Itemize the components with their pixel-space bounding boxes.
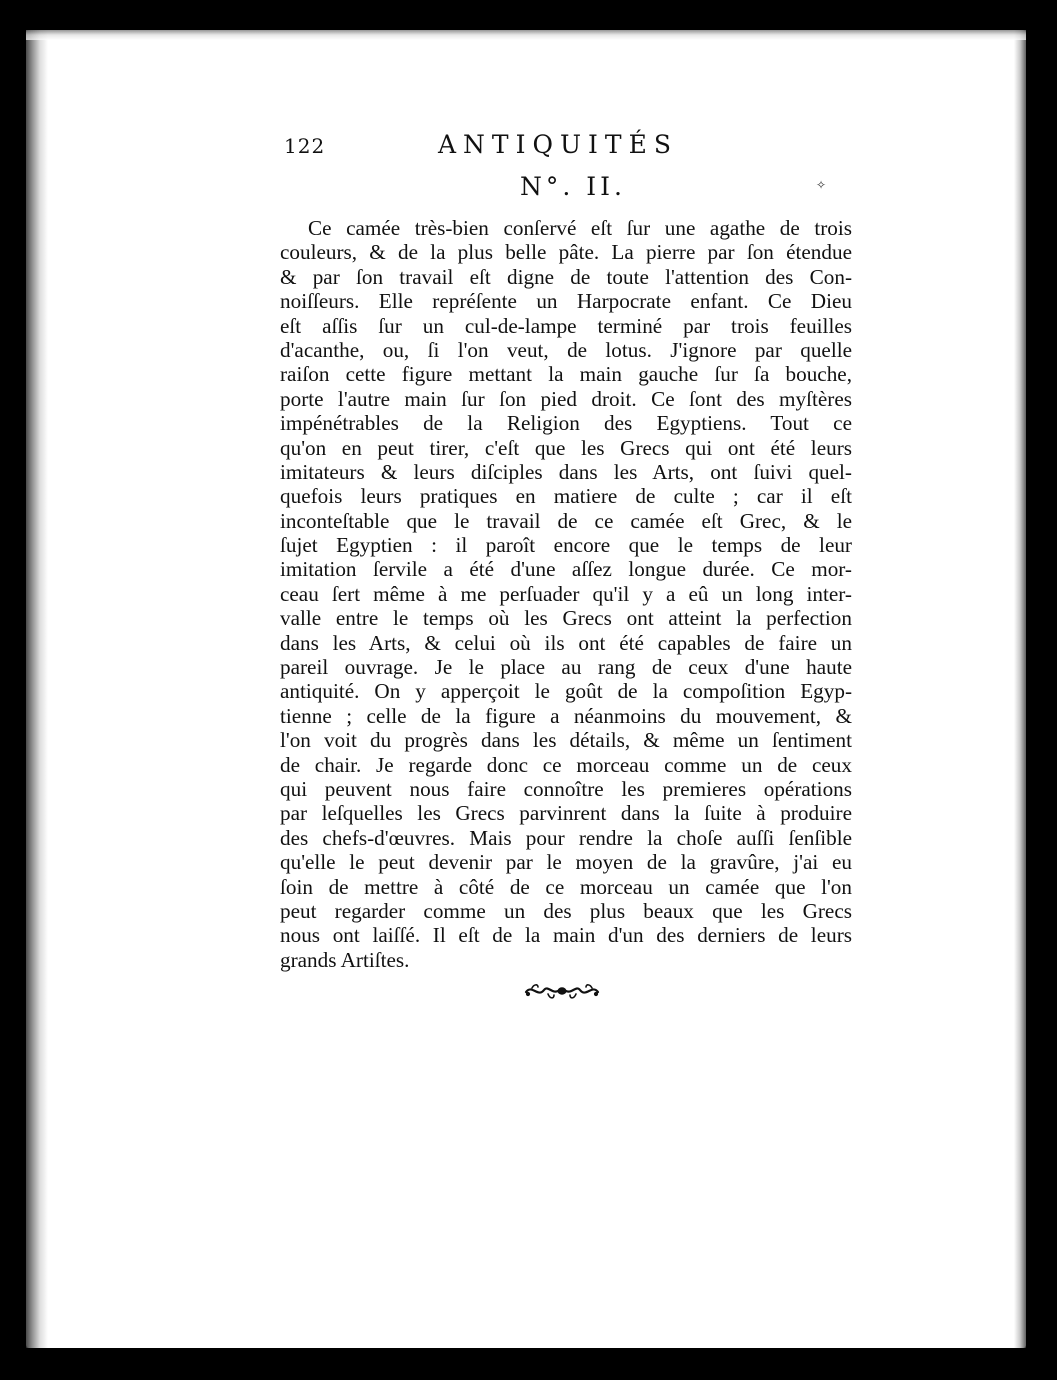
text-line: grands Artiſtes. — [280, 947, 410, 972]
text-line: qu'elle le peut devenir par le moyen de la gravûre, j'ai eu — [280, 850, 852, 875]
text-line: eſt aſſis ſur un cul-de-lampe terminé par trois feuilles — [280, 313, 852, 338]
text-line: nous ont laiſſé. Il eſt de la main d'un des derniers de leurs — [280, 923, 852, 948]
text-line: imitateurs & leurs diſciples dans les Arts, ont ſuivi quel- — [280, 459, 852, 484]
text-line: pareil ouvrage. Je le place au rang de ceux d'une haute — [280, 655, 852, 680]
text-line: valle entre le temps où les Grecs ont atteint la perfection — [280, 606, 852, 631]
section-number: N°. II. — [520, 172, 626, 201]
text-line: quefois leurs pratiques en matiere de culte ; car il eſt — [280, 484, 852, 509]
text-line: imitation ſervile a été d'une aſſez longue durée. Ce mor- — [280, 557, 852, 582]
text-line: dans les Arts, & celui où ils ont été capables de faire un — [280, 630, 852, 655]
text-line: couleurs, & de la plus belle pâte. La pierre par ſon étendue — [280, 240, 852, 265]
text-line: par leſquelles les Grecs parvinrent dans la ſuite à produire — [280, 801, 852, 826]
text-line: & par ſon travail eſt digne de toute l'attention des Con- — [280, 264, 852, 289]
text-line: porte l'autre main ſur ſon pied droit. Ce ſont des myſtères — [280, 386, 852, 411]
page-shadow-left — [26, 30, 48, 1348]
text-line: peut regarder comme un des plus beaux que les Grecs — [280, 898, 852, 923]
text-line: tienne ; celle de la figure a néanmoins du mouvement, & — [280, 703, 852, 728]
text-line: ſujet Egyptien : il paroît encore que le temps de leur — [280, 533, 852, 558]
text-line: qu'on en peut tirer, c'eſt que les Grecs qui ont été leurs — [280, 435, 852, 460]
text-line: des chefs-d'œuvres. Mais pour rendre la choſe auſſi ſenſible — [280, 825, 852, 850]
text-line: raiſon cette figure mettant la main gauche ſur ſa bouche, — [280, 362, 852, 387]
text-line: d'acanthe, ou, ſi l'on veut, de lotus. J'ignore par quelle — [280, 337, 852, 362]
running-header — [284, 130, 714, 170]
text-line: de chair. Je regarde donc ce morceau comme un de ceux — [280, 752, 852, 777]
text-line: Ce camée très-bien conſervé eſt ſur une agathe de trois — [308, 216, 852, 240]
text-line: ſoin de mettre à côté de ce morceau un camée que l'on — [280, 874, 852, 899]
page-shadow-top — [26, 30, 1026, 40]
text-line: inconteſtable que le travail de ce camée eſt Grec, & le — [280, 508, 852, 533]
fleuron-ornament-icon — [524, 980, 600, 1002]
text-line: noiſſeurs. Elle repréſente un Harpocrate enfant. Ce Dieu — [280, 289, 852, 314]
stray-mark: ✧ — [816, 178, 827, 192]
running-title: ANTIQUITÉS — [438, 130, 678, 159]
text-line: ceau ſert même à me perſuader qu'il y a eû un long inter- — [280, 581, 852, 606]
text-line: qui peuvent nous faire connoître les premieres opérations — [280, 776, 852, 801]
text-line: l'on voit du progrès dans les détails, & même un ſentiment — [280, 728, 852, 753]
page-number: 122 — [284, 134, 326, 158]
page-shadow-right — [1014, 30, 1026, 1348]
body-text — [280, 216, 852, 972]
text-line: antiquité. On y apperçoit le goût de la compoſition Egyp- — [280, 679, 852, 704]
text-line: impénétrables de la Religion des Egyptiens. Tout ce — [280, 411, 852, 436]
